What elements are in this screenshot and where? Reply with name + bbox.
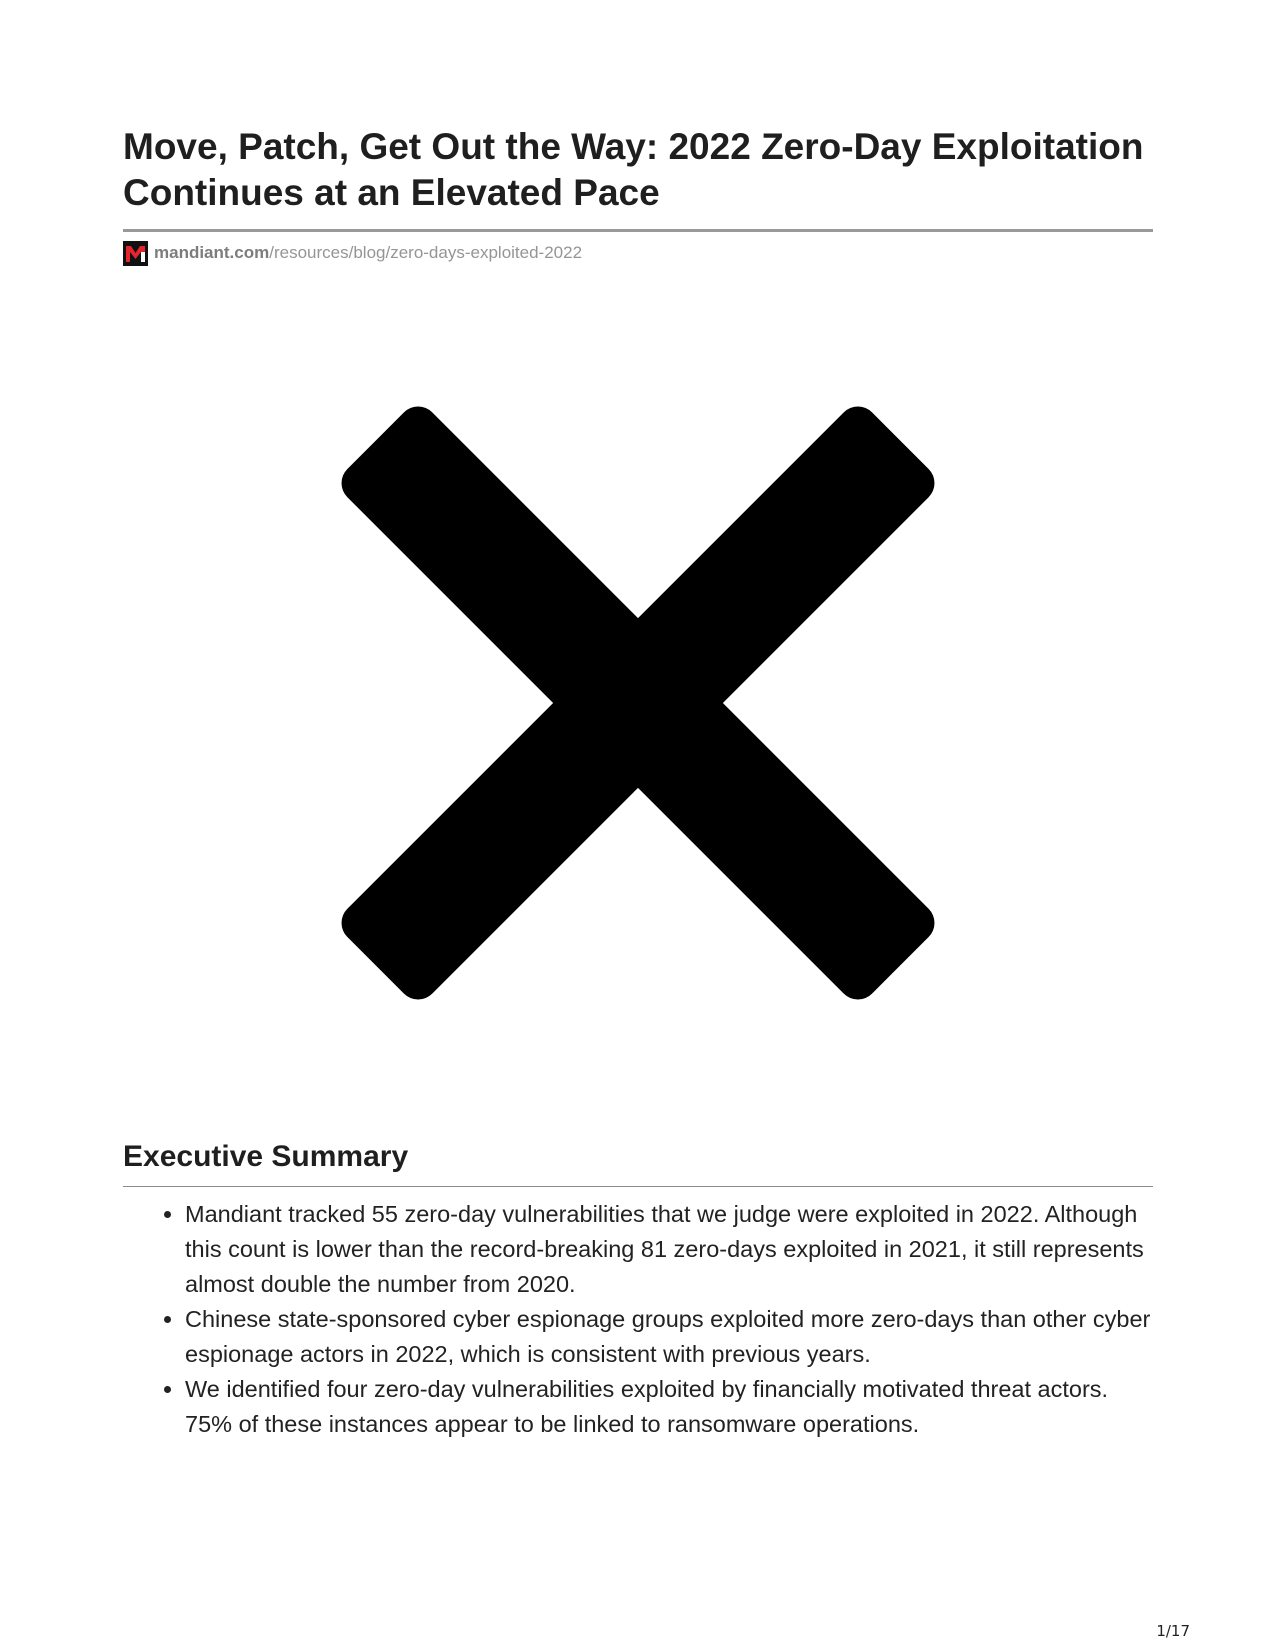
source-domain: mandiant.com [154,243,270,262]
mandiant-logo-icon [123,241,148,266]
executive-summary-heading: Executive Summary [123,1140,409,1173]
close-x-icon [333,398,943,1008]
source-path: /resources/blog/zero-days-exploited-2022 [269,243,583,262]
section-divider [123,1186,1153,1187]
document-page [123,0,1153,1650]
list-item: • We identified four zero-day vulnerabilities exploited by financially motivated threat actors. 75% of these instances appear to be linked to ransomware operations. [185,1372,1153,1442]
source-line[interactable] [123,240,582,266]
list-item: • Mandiant tracked 55 zero-day vulnerabilities that we judge were exploited in 2022. Although this count is lower than the record-breaking 81 zero-days exploited in 2021, it still represents almost double the number from 2020. [185,1197,1153,1302]
title-divider [123,229,1153,232]
article-title: Move, Patch, Get Out the Way: 2022 Zero-Day Exploitation Continues at an Elevated Pace [123,126,1144,213]
page-number: 1/17 [1156,1622,1190,1640]
list-item: • Chinese state-sponsored cyber espionage groups exploited more zero-days than other cyber espionage actors in 2022, which is consistent with previous years. [185,1302,1153,1372]
executive-summary-list [123,1197,1153,1442]
